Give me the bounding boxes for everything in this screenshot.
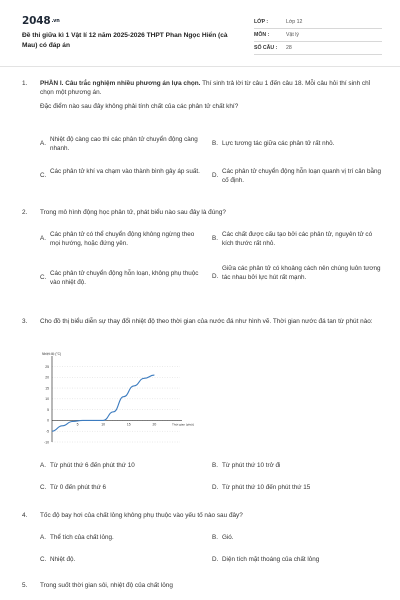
x-tick-label: 20 bbox=[152, 422, 157, 427]
y-tick-label: 10 bbox=[45, 397, 49, 402]
question-1 bbox=[22, 80, 382, 112]
y-tick-label: 15 bbox=[45, 386, 49, 391]
question-2 bbox=[22, 209, 382, 218]
y-tick-label: 5 bbox=[47, 407, 49, 412]
y-tick-label: 25 bbox=[45, 364, 49, 369]
exam-header bbox=[22, 14, 382, 64]
meta-count-row bbox=[254, 42, 382, 55]
question-text: Đặc điểm nào sau đây không phải tính chất của các phân tử chất khí? bbox=[40, 103, 239, 111]
x-axis-label: Thời gian (phút) bbox=[172, 422, 194, 427]
meta-key: MÔN : bbox=[254, 32, 270, 38]
question-3 bbox=[22, 318, 382, 327]
meta-value: 28 bbox=[286, 45, 292, 51]
question-4 bbox=[22, 512, 382, 521]
meta-grade-row bbox=[254, 16, 382, 29]
y-tick-label: -10 bbox=[44, 440, 49, 445]
exam-meta bbox=[254, 16, 382, 55]
part-label: PHẦN I. Câu trắc nghiệm nhiều phương án lựa chọn. bbox=[40, 80, 201, 87]
site-logo[interactable]: 2048.vn bbox=[22, 15, 60, 27]
y-tick-label: 20 bbox=[45, 375, 49, 380]
header-divider bbox=[0, 66, 400, 67]
y-tick-label: -5 bbox=[45, 429, 49, 434]
chart-svg bbox=[38, 350, 198, 450]
meta-value: Vật lý bbox=[286, 32, 299, 38]
question-text: Tốc độ bay hơi của chất lỏng không phụ thuộc vào yếu tố nào sau đây? bbox=[40, 512, 243, 519]
y-tick-label: 0 bbox=[47, 418, 49, 423]
x-tick-label: 5 bbox=[76, 422, 79, 427]
question-text: Cho đồ thị biểu diễn sự thay đổi nhiệt độ theo thời gian của nước đá như hình vẽ. Thời gian nước đá tan từ phút nào: bbox=[40, 318, 373, 325]
meta-subject-row bbox=[254, 29, 382, 42]
question-5 bbox=[22, 582, 382, 591]
question-number: 4. bbox=[22, 512, 28, 519]
meta-key: LỚP : bbox=[254, 19, 269, 25]
question-number: 3. bbox=[22, 318, 28, 325]
question-number: 5. bbox=[22, 582, 28, 589]
part-intro: Thí sinh trả lời từ câu 1 đến câu 18. Mỗi câu hỏi thí sinh chỉ chọn một phương án. bbox=[40, 80, 371, 96]
y-axis-label: Nhiệt độ (°C) bbox=[42, 352, 62, 356]
x-tick-label: 15 bbox=[126, 422, 131, 427]
meta-key: SỐ CÂU : bbox=[254, 45, 278, 51]
question-number: 2. bbox=[22, 209, 28, 216]
temperature-chart bbox=[38, 350, 198, 450]
part-instructions bbox=[40, 80, 382, 97]
question-text: Trong suốt thời gian sôi, nhiệt độ của chất lỏng bbox=[40, 582, 173, 589]
x-tick-label: 10 bbox=[101, 422, 106, 427]
meta-value: Lớp 12 bbox=[286, 19, 303, 25]
exam-title: Đề thi giữa kì 1 Vật lí 12 năm 2025-2026 THPT Phan Ngọc Hiển (cà Mau) có đáp án bbox=[22, 32, 228, 49]
question-number: 1. bbox=[22, 80, 28, 87]
question-text: Trong mô hình động học phân tử, phát biểu nào sau đây là đúng? bbox=[40, 209, 226, 216]
